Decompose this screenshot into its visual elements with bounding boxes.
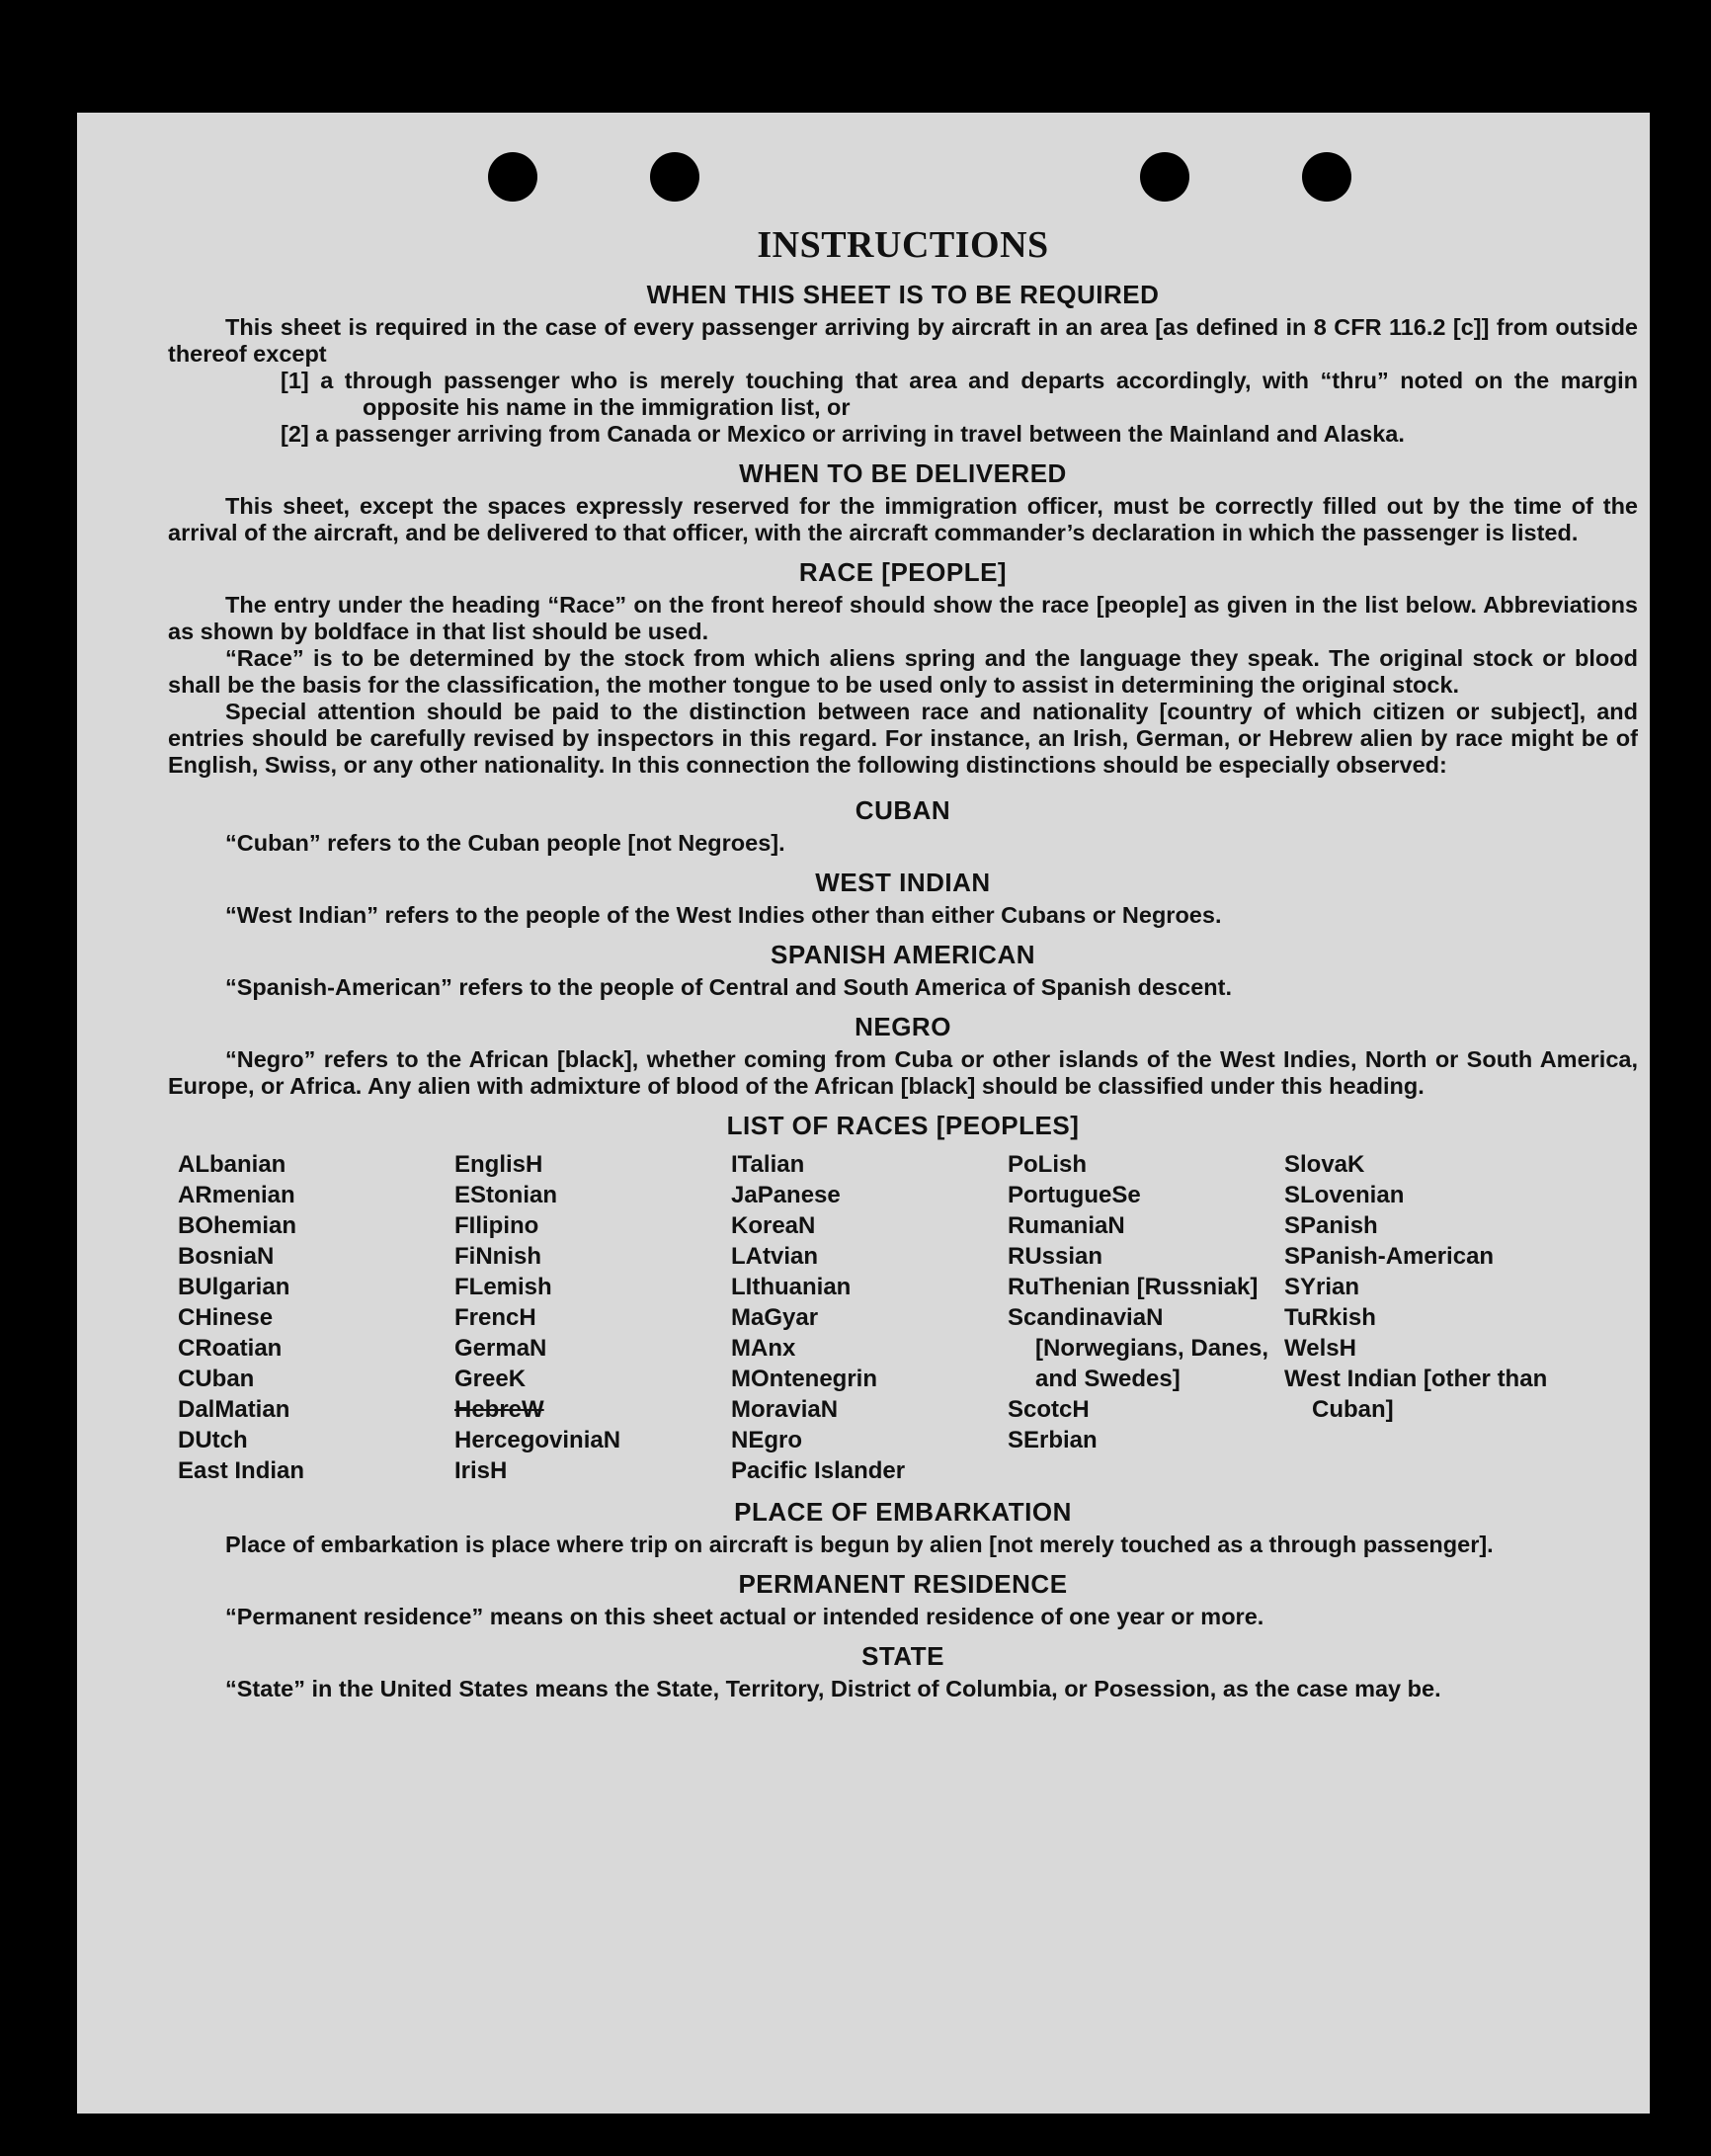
race-entry: SPanish-American bbox=[1284, 1243, 1495, 1270]
race-entry: SYrian bbox=[1284, 1274, 1360, 1300]
race-entry: FrencH bbox=[454, 1304, 536, 1331]
race-entry: SErbian bbox=[1008, 1427, 1098, 1453]
heading-negro: NEGRO bbox=[855, 1012, 951, 1041]
race-entry: SPanish bbox=[1284, 1212, 1378, 1239]
race-entry: CHinese bbox=[178, 1304, 274, 1331]
race-paragraph-2: “Race” is to be determined by the stock from which aliens spring and the language they speak. The original stock or blood shall be the basis for the classification, the mother tongue to be used only to assist in determining the original stock. bbox=[168, 645, 1638, 698]
race-entry: BosniaN bbox=[178, 1243, 275, 1270]
race-entry: MOntenegrin bbox=[731, 1366, 877, 1392]
race-entry: EStonian bbox=[454, 1182, 558, 1208]
races-column-2 bbox=[454, 1149, 731, 1486]
race-paragraph-1: The entry under the heading “Race” on the front hereof should show the race [people] as given in the list below. Abbreviations as shown by boldface in that list should be used. bbox=[168, 592, 1638, 644]
race-entry: DUtch bbox=[178, 1427, 248, 1453]
race-entry: RumaniaN bbox=[1008, 1212, 1125, 1239]
race-entry: RuThenian [Russniak] bbox=[1008, 1274, 1259, 1300]
race-entry: SLovenian bbox=[1284, 1182, 1405, 1208]
race-entry: EnglisH bbox=[454, 1151, 543, 1178]
race-entry: ARmenian bbox=[178, 1182, 295, 1208]
race-entry: ScandinaviaN [Norwegians, Danes, and Swedes] bbox=[1008, 1304, 1269, 1392]
races-column-3 bbox=[731, 1149, 1008, 1486]
race-entry: East Indian bbox=[178, 1457, 305, 1484]
race-entry: ScotcH bbox=[1008, 1396, 1090, 1423]
race-paragraph-3: Special attention should be paid to the distinction between race and nationality [country of which citizen or subject], and entries should be carefully revised by inspectors in this regard. For instance, an Irish, German, or Hebrew alien by race might be of English, Swiss, or any other nationality. In this connection the following distinctions should be especially observed: bbox=[168, 699, 1638, 778]
heading-embarkation: PLACE OF EMBARKATION bbox=[734, 1497, 1072, 1527]
race-entry: MAnx bbox=[731, 1335, 796, 1362]
heading-residence: PERMANENT RESIDENCE bbox=[738, 1569, 1068, 1599]
races-column-5 bbox=[1284, 1149, 1561, 1486]
race-entry: CRoatian bbox=[178, 1335, 283, 1362]
races-column-1 bbox=[178, 1149, 454, 1486]
instructions-content bbox=[168, 223, 1638, 1702]
punch-hole bbox=[1302, 152, 1351, 202]
heading-required: WHEN THIS SHEET IS TO BE REQUIRED bbox=[646, 280, 1160, 309]
race-entry: PoLish bbox=[1008, 1151, 1088, 1178]
race-entry: LAtvian bbox=[731, 1243, 819, 1270]
state-text: “State” in the United States means the State, Territory, District of Columbia, or Posession, as the case may be. bbox=[225, 1676, 1441, 1701]
race-entry: FIlipino bbox=[454, 1212, 539, 1239]
cuban-text: “Cuban” refers to the Cuban people [not Negroes]. bbox=[225, 830, 785, 856]
race-entry: BUlgarian bbox=[178, 1274, 290, 1300]
punch-hole bbox=[650, 152, 699, 202]
race-entry: JaPanese bbox=[731, 1182, 841, 1208]
race-entry: ITalian bbox=[731, 1151, 805, 1178]
race-entry: ALbanian bbox=[178, 1151, 286, 1178]
race-entry: MoraviaN bbox=[731, 1396, 839, 1423]
race-entry: FiNnish bbox=[454, 1243, 541, 1270]
heading-races-list: LIST OF RACES [PEOPLES] bbox=[726, 1111, 1080, 1140]
residence-text: “Permanent residence” means on this sheet actual or intended residence of one year or more. bbox=[225, 1604, 1264, 1629]
race-entry: FLemish bbox=[454, 1274, 552, 1300]
race-entry: GermaN bbox=[454, 1335, 547, 1362]
heading-spanish-american: SPANISH AMERICAN bbox=[770, 940, 1035, 969]
heading-state: STATE bbox=[861, 1641, 944, 1671]
heading-delivered: WHEN TO BE DELIVERED bbox=[739, 458, 1067, 488]
page-title: INSTRUCTIONS bbox=[757, 224, 1049, 266]
race-entry: BOhemian bbox=[178, 1212, 297, 1239]
race-entry: RUssian bbox=[1008, 1243, 1103, 1270]
race-entry: TuRkish bbox=[1284, 1304, 1376, 1331]
punch-hole bbox=[488, 152, 537, 202]
document-page bbox=[77, 113, 1650, 2114]
race-entry: DalMatian bbox=[178, 1396, 290, 1423]
race-entry: NEgro bbox=[731, 1427, 802, 1453]
embarkation-text: Place of embarkation is place where trip on aircraft is begun by alien [not merely touched as a through passenger]. bbox=[225, 1532, 1494, 1557]
delivered-text: This sheet, except the spaces expressly reserved for the immigration officer, must be correctly filled out by the time of the arrival of the aircraft, and be delivered to that officer, with the aircraft commander’s declaration in which the passenger is listed. bbox=[168, 493, 1638, 545]
race-entry: KoreaN bbox=[731, 1212, 816, 1239]
race-entry: LIthuanian bbox=[731, 1274, 852, 1300]
heading-cuban: CUBAN bbox=[855, 795, 951, 825]
race-entry: MaGyar bbox=[731, 1304, 819, 1331]
required-intro: This sheet is required in the case of every passenger arriving by aircraft in an area [as defined in 8 CFR 116.2 [c]] from outside thereof except bbox=[168, 314, 1638, 367]
race-entry: IrisH bbox=[454, 1457, 508, 1484]
negro-text: “Negro” refers to the African [black], whether coming from Cuba or other islands of the West Indies, North or South America, Europe, or Africa. Any alien with admixture of blood of the African [black] should be classified under this heading. bbox=[168, 1046, 1638, 1099]
race-entry: SlovaK bbox=[1284, 1151, 1365, 1178]
race-entry: West Indian [other than Cuban] bbox=[1284, 1366, 1548, 1423]
punch-hole bbox=[1140, 152, 1189, 202]
west-indian-text: “West Indian” refers to the people of the West Indies other than either Cubans or Negroes. bbox=[225, 902, 1222, 928]
races-column-4 bbox=[1008, 1149, 1284, 1486]
race-entry: PortugueSe bbox=[1008, 1182, 1141, 1208]
race-entry: GreeK bbox=[454, 1366, 527, 1392]
race-entry: Pacific Islander bbox=[731, 1457, 906, 1484]
race-entry: HercegoviniaN bbox=[454, 1427, 621, 1453]
heading-west-indian: WEST INDIAN bbox=[815, 868, 991, 897]
spanish-american-text: “Spanish-American” refers to the people of Central and South America of Spanish descent. bbox=[225, 974, 1232, 1000]
heading-race: RACE [PEOPLE] bbox=[798, 557, 1008, 587]
race-entry: WelsH bbox=[1284, 1335, 1356, 1362]
race-entry: CUban bbox=[178, 1366, 255, 1392]
required-item-1: [1] a through passenger who is merely touching that area and departs accordingly, with “thru” noted on the margin opposite his name in the immigration list, or bbox=[281, 368, 1638, 420]
required-item-2: [2] a passenger arriving from Canada or Mexico or arriving in travel between the Mainland and Alaska. bbox=[281, 421, 1405, 447]
races-list bbox=[178, 1149, 1638, 1486]
race-entry-struck: HebreW bbox=[454, 1396, 544, 1423]
